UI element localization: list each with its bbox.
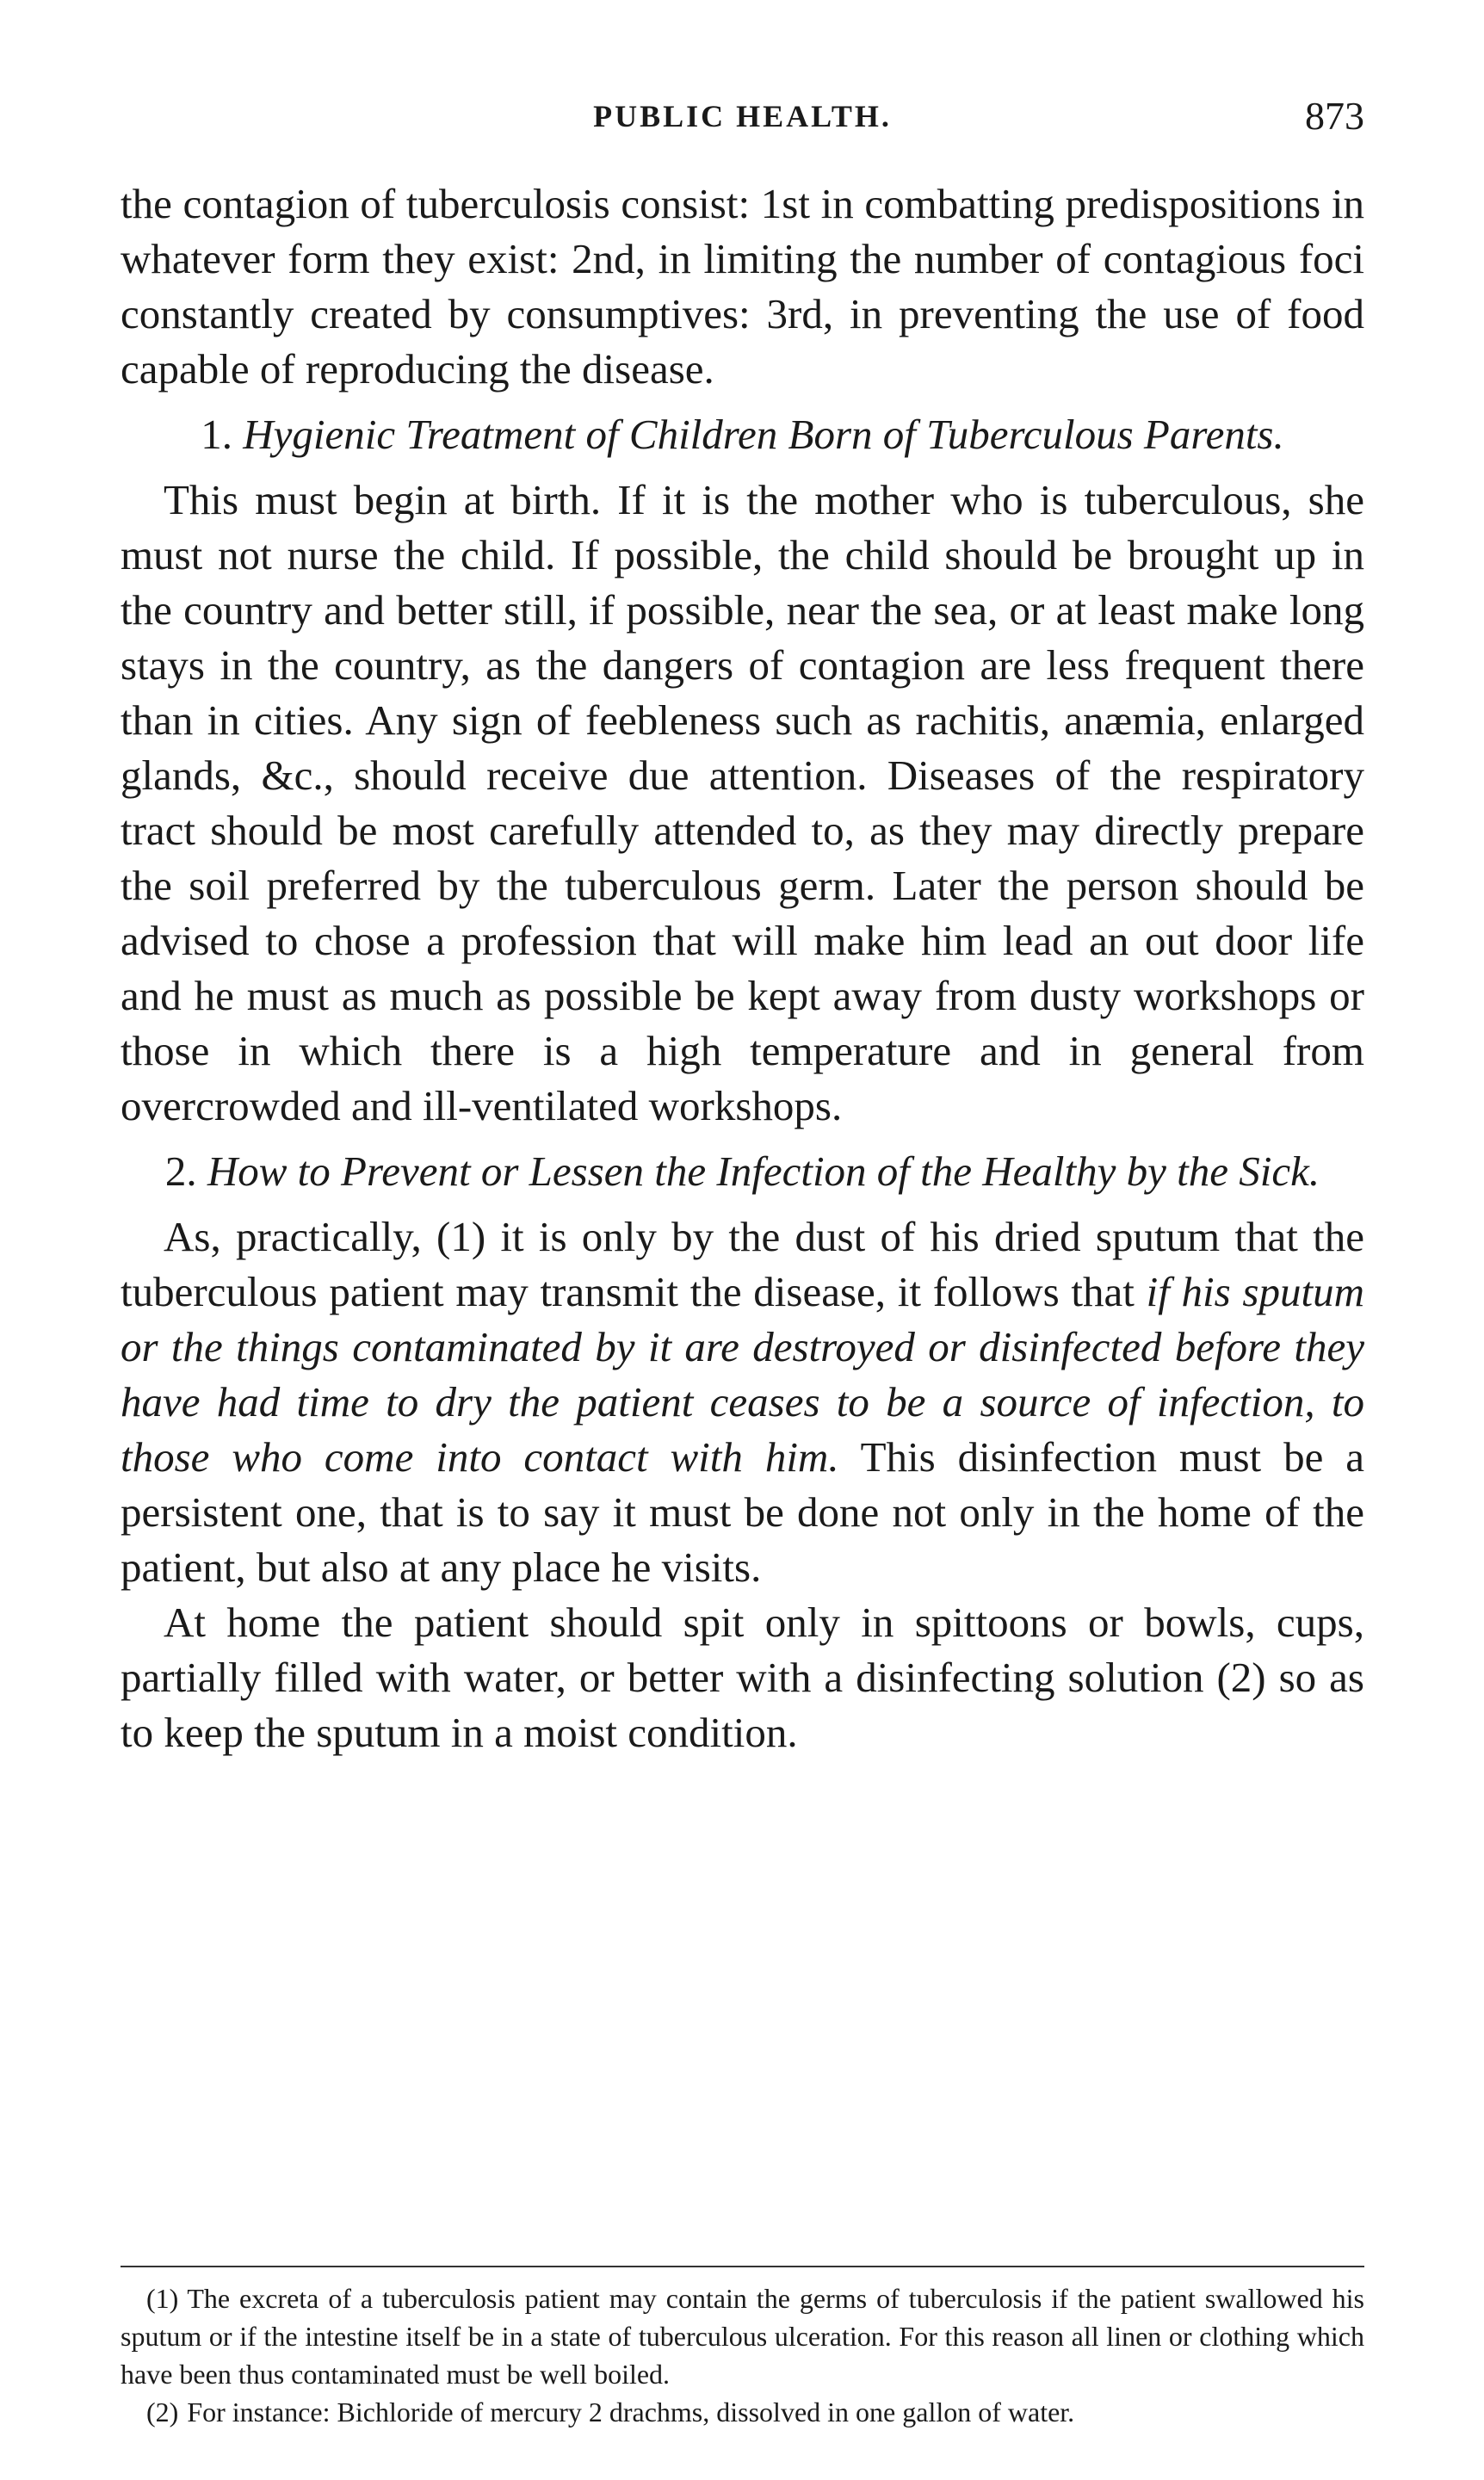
footnote-2-text: For instance: Bichloride of mercury 2 drachms, dissolved in one gallon of water. [187,2397,1075,2427]
footnote-1-mark: (1) [146,2283,179,2314]
running-head [121,93,1364,145]
section-2-title: How to Prevent or Lessen the Infection of the Healthy by the Sick. [207,1147,1320,1195]
section-1-heading [121,409,1364,461]
running-title: PUBLIC HEALTH. [593,99,892,133]
body-text [121,176,1364,1760]
section-2-number: 2. [164,1147,197,1195]
page-number: 873 [1305,94,1364,138]
section-2-heading [121,1146,1364,1197]
section-1-title: Hygienic Treatment of Children Born of Tuberculous Parents. [243,411,1284,458]
section-1-paragraph: This must begin at birth. If it is the mother who is tuberculous, she must not nurse the child. If possible, the child should be brought up in the country and better still, if possible, near the sea, or at least make long stays in the country, as the dangers of contagion are less frequent there than in cities. Any sign of feebleness such as rachitis, anæmia, enlarged glands, &c., should receive due attention. Diseases of the respiratory tract should be most carefully attended to, as they may directly prepare the soil preferred by the tuberculous germ. Later the person should be advised to chose a profession that will make him lead an out door life and he must as much as possible be kept away from dusty workshops or those in which there is a high temperature and in general from overcrowded and ill-ventilated workshops. [121,476,1364,1129]
section-1-number: 1. [201,411,232,458]
section-2-paragraph-1-end: This disinfection must be a persistent one, that is to say it must be done not only in the home of the patient, but also at any place he visits. [121,1433,1364,1591]
intro-paragraph: the contagion of tuberculosis consist: 1st in combatting predispositions in whatever form they exist: 2nd, in limiting the number of contagious foci constantly created by consumptives: 3rd, in preventing the use of food capable of reproducing the disease. [121,180,1364,393]
section-2-paragraph-1-italic: if his sputum or the things contaminated by it are destroyed or disinfected before they have had time to dry the patient ceases to be a source of infection, to those who come into contact with him. [121,1268,1364,1481]
footnote-1 [121,2279,1364,2393]
footnote-2-mark: (2) [146,2397,179,2427]
section-2-paragraph-1 [121,1209,1364,1595]
footnote-2 [121,2393,1364,2431]
section-2-paragraph-2: At home the patient should spit only in spittoons or bowls, cups, partially filled with water, or better with a disinfecting solution (2) so as to keep the sputum in a moist condition. [121,1599,1364,1756]
section-2-paragraph-1-start: As, practically, (1) it is only by the dust of his dried sputum that the tuberculous patient may transmit the disease, it follows that [121,1213,1364,1315]
footnote-1-text: The excreta of a tuberculosis patient may contain the germs of tuberculosis if the patient swallowed his sputum or if the intestine itself be in a state of tuberculous ulceration. For this reason all linen or clothing which have been thus contaminated must be well boiled. [121,2283,1364,2390]
footnotes [121,2266,1364,2431]
